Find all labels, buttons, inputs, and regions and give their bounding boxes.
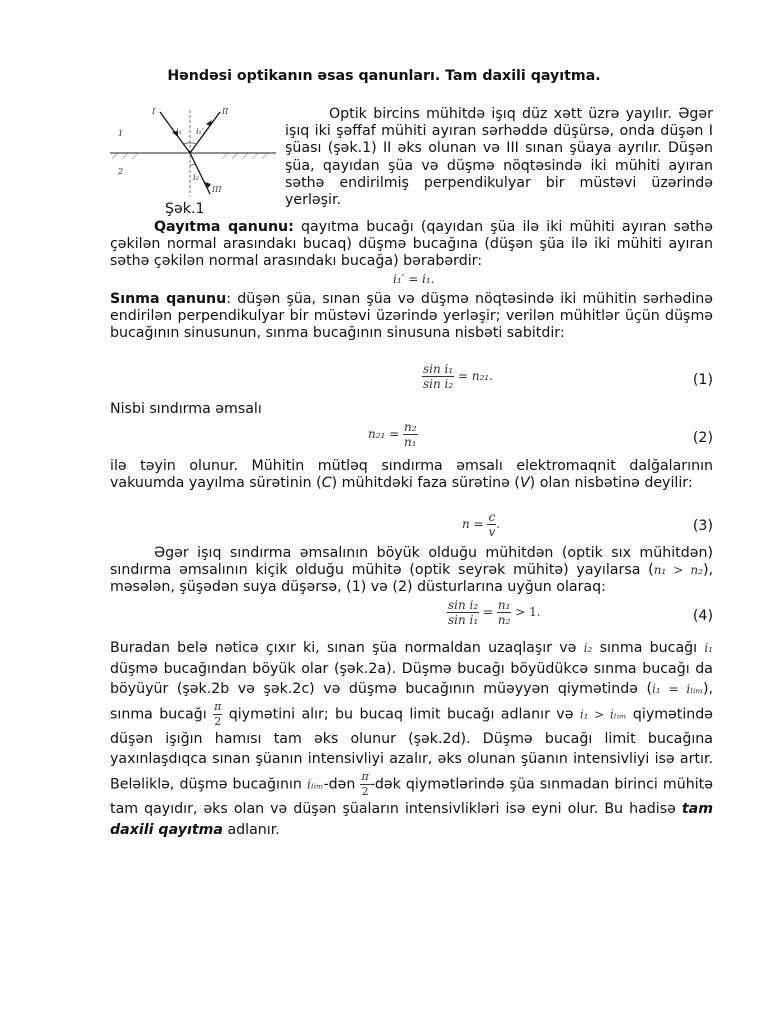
equation-3: n = $\frac{c}{v}$ . bbox=[462, 510, 501, 539]
medium-label-1: 1 bbox=[118, 129, 124, 138]
angle-label-i1-prime: i₁' bbox=[196, 127, 204, 136]
reflection-law-paragraph bbox=[110, 219, 713, 271]
incidence-arc bbox=[184, 143, 190, 144]
pi-over-2-second: $\frac{\pi}{2}$ bbox=[361, 769, 369, 798]
ray-diagram bbox=[110, 98, 276, 204]
equation-3-number: (3) bbox=[692, 518, 713, 534]
symbol-c: C bbox=[321, 475, 332, 492]
pi-over-2: $\frac{\pi}{2}$ bbox=[214, 699, 222, 728]
reflection-arc bbox=[190, 143, 196, 144]
equation-1-number: (1) bbox=[692, 372, 713, 388]
equation-2-number: (2) bbox=[692, 430, 713, 446]
equation-2-row bbox=[110, 420, 713, 460]
reflection-formula: i₁′ = i₁. bbox=[393, 272, 435, 286]
reflected-ray bbox=[190, 112, 220, 153]
equation-4: $\frac{\text{sin i₂}}{\text{sin i₁}}$ = $\frac{\text{n₁}}{\text{n₂}}$ > 1. bbox=[448, 598, 541, 627]
reflection-law-text: qayıtma bucağı (qayıdan şüa ilə iki mühiti ayıran səthə çəkilən normal arasındakı bucaq) düşmə bucağına (düşən şüa ilə iki mühiti ayıran səthə çəkilən normal arasındakı bucağa) bərabərdir: bbox=[110, 219, 714, 270]
equation-4-row bbox=[110, 598, 713, 638]
dense-to-rare-paragraph: Əgər işıq sındırma əmsalının böyük olduğu mühitdən (optik sıx mühitdən) sındırma əmsalının kiçik olduğu mühitə (optik seyrək mühitə) yayılarsa (n₁ > n₂), məsələn, şüşədən suya düşərsə, (1) və (2) düsturlarına uyğun olaraq: bbox=[110, 545, 714, 596]
equation-3-row bbox=[110, 510, 713, 550]
intro-paragraph: Optik bircins mühitdə işıq düz xətt üzrə yayılır. Əgər işıq iki şəffaf mühiti ayıran sərhəddə düşürsə, onda düşən I şüası (şək.1) II əks olunan və III sınan şüaya ayrılır. Düşən şüa, qayıdan şüa və düşmə nöqtəsində iki mühiti ayıran səthə endirilmiş perpendikulyar bir müstəvi üzərində yerləşir. bbox=[285, 106, 713, 209]
equation-4-number: (4) bbox=[692, 608, 713, 624]
absolute-index-paragraph: ilə təyin olunur. Mühitin mütləq sındırma əmsalı elektromaqnit dalğalarının vakuumda yayılma sürətinin (C) mühitdəki faza sürətinə (V) olan nisbətinə deyilir: bbox=[110, 458, 713, 492]
relative-index-label: Nisbi sındırma əmsalı bbox=[110, 401, 262, 417]
refraction-arc bbox=[190, 164, 195, 165]
conclusion-paragraph: Buradan belə nəticə çıxır ki, sınan şüa normaldan uzaqlaşır və i₂ sınma bucağı i₁ düşmə bucağından böyük olar (şək.2a). Düşmə bucağı böyüdükcə sınma bucağı da böyüyür (şək.2b və şək.2c) və düşmə bucağının müəyyən qiymətində (i₁ = iₗᵢₘ), sınma bucağı $\frac{\pi}{2}$ qiymətini alır; bu bucaq limit bucağı adlanır və i₁ > iₗᵢₘ qiymətində düşən işığın hamısı tam əks olunur (şək.2d). Düşmə bucağı limit bucağına yaxınlaşdıqca sınan şüanın intensivliyi azalır, əks olunan şüanın intensivliyi isə artır. Beləliklə, düşmə bucağının iₗᵢₘ-dən $\frac{\pi}{2}$ -dək qiymətlərində şüa sınmadan birinci mühitə tam qayıdır, əks olan və düşən şüaların intensivlikləri isə eyni olur. Bu hadisə tam daxili qayıtma adlanır. bbox=[110, 640, 713, 838]
condition-n1-gt-n2: n₁ > n₂ bbox=[653, 563, 703, 578]
page-title: Həndəsi optikanın əsas qanunları. Tam daxili qayıtma. bbox=[167, 68, 601, 84]
refraction-law-paragraph bbox=[110, 291, 713, 343]
ray-label-I: I bbox=[152, 107, 156, 116]
reflection-law-heading: Qayıtma qanunu: bbox=[154, 219, 294, 235]
refraction-law-text: : düşən şüa, sınan şüa və düşmə nöqtəsində iki mühitin sərhədinə endirilən perpendikulyar bir müstəvi üzərində yerləşir; verilən mühitlər üçün düşmə bucağının sinusunun, sınma bucağının sinusuna nisbəti sabitdir: bbox=[110, 291, 713, 342]
limit-condition-gt: i₁ > iₗᵢₘ bbox=[579, 707, 627, 722]
refraction-law-heading: Sınma qanunu bbox=[110, 291, 227, 307]
angle-label-i1: i₁ bbox=[176, 127, 182, 136]
equation-1: $\frac{\text{sin i₁}}{\text{sin i₂}}$ = n₂₁. bbox=[423, 362, 494, 391]
ray-diagram-figure bbox=[110, 98, 276, 204]
medium-label-2: 2 bbox=[118, 167, 124, 176]
emphasis-total-internal-reflection: tam daxili qayıtma bbox=[110, 800, 713, 838]
equation-1-row bbox=[110, 362, 713, 402]
symbol-v: V bbox=[519, 475, 530, 492]
equation-2: n₂₁ = $\frac{\text{n₂}}{\text{n₁}}$ bbox=[368, 420, 417, 449]
ray-label-III: III bbox=[212, 185, 222, 194]
angle-label-i2: i₂ bbox=[193, 173, 199, 182]
limit-condition-eq: i₁ = iₗᵢₘ bbox=[652, 682, 703, 697]
ray-label-II: II bbox=[222, 107, 229, 116]
figure-caption: Şək.1 bbox=[165, 201, 205, 217]
